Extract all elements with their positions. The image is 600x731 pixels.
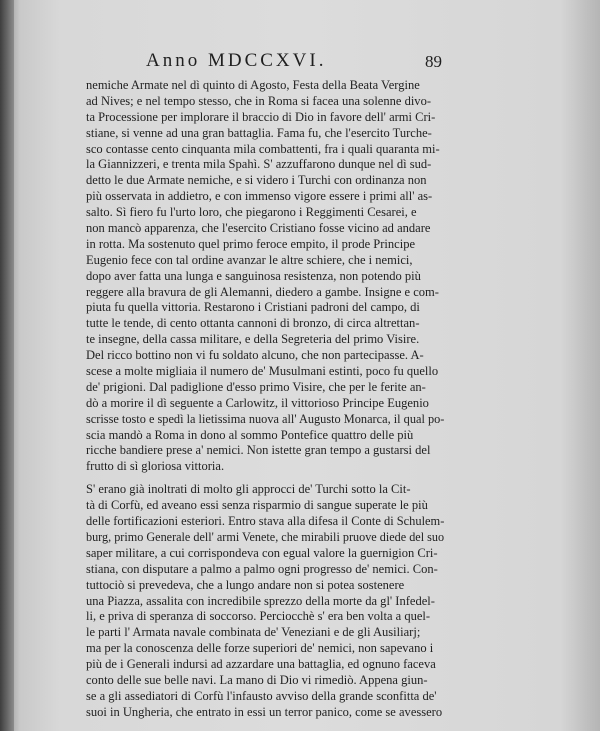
text-line: tuttociò si prevedeva, che a lungo andare non si potea sostenere [86, 577, 405, 592]
paragraph-2 [86, 482, 446, 720]
text-line: la Giannizzeri, e trenta mila Spahì. S' azzuffarono dunque nel dì sud- [86, 157, 432, 172]
text-line: scese a molte migliaia il numero de' Musulmani estinti, poco fu quello [86, 364, 439, 379]
text-line: sco contasse cento cinquanta mila combattenti, fra i quali quaranta mi- [86, 141, 440, 156]
text-line: ta Processione per implorare il braccio di Dio in favore dell' armi Cri- [86, 109, 436, 124]
text-line: salto. Sì fiero fu l'urto loro, che piegarono i Reggimenti Cesarei, e [86, 205, 417, 220]
text-line: stiane, si venne ad una gran battaglia. Fama fu, che l'esercito Turche- [86, 125, 432, 140]
text-line: tà di Corfù, ed aveano essi senza risparmio di sangue superate le più [86, 498, 428, 513]
text-line: una Piazza, assalita con incredibile sprezzo della morte da gl' Infedel- [86, 593, 435, 608]
text-line: più osservata in addietro, e con immenso vigore essere i primi all' as- [86, 189, 433, 204]
text-line: ma per la conoscenza delle forze superiori de' nemici, non sapevano i [86, 641, 434, 656]
text-line: conto delle sue belle navi. La mano di Dio vi rimediò. Appena giun- [86, 672, 428, 687]
text-line: più de i Generali indursi ad azzardare una battaglia, ed ognuno faceva [86, 657, 436, 672]
text-line: ad Nives; e nel tempo stesso, che in Roma si facea una solenne divo- [86, 93, 432, 108]
binding-gutter [0, 0, 14, 731]
text-line: te insegne, della cassa militare, e della Segreteria del primo Visire. [86, 332, 420, 347]
text-line: reggere alla bravura de gli Alemanni, diedero a gambe. Insigne e com- [86, 284, 439, 299]
text-line: scia mandò a Roma in dono al sommo Pontefice quattro delle più [86, 427, 414, 442]
text-line: dò a morire il dì seguente a Carlowitz, il vittorioso Principe Eugenio [86, 395, 429, 410]
text-line: li, e priva di speranza di soccorso. Perciocchè s' era ben volta a quel- [86, 609, 431, 624]
text-line: in rotta. Ma sostenuto quel primo feroce empito, il prode Principe [86, 236, 416, 251]
text-line: piuta fu quella vittoria. Restarono i Cristiani padroni del campo, di [86, 300, 420, 315]
text-line: tutte le tende, di cento ottanta cannoni di bronzo, di circa altrettan- [86, 316, 420, 331]
text-line: burg, primo Generale dell' armi Venete, che mirabili pruove diede del suo [86, 529, 445, 544]
text-line: detto le due Armate nemiche, e si videro i Turchi con ordinanza non [86, 173, 427, 188]
text-line: frutto di sì gloriosa vittoria. [86, 459, 225, 474]
text-line: suoi in Ungheria, che entrato in essi un terror panico, come se avessero [86, 704, 443, 719]
text-line: saper militare, a cui corrispondeva con egual valore la guernigion Cri- [86, 545, 438, 560]
text-line: stiana, con disputare a palmo a palmo ogni progresso de' nemici. Con- [86, 561, 438, 576]
body-text [86, 78, 446, 721]
page-edge-shading [560, 0, 600, 731]
text-line: non mancò apparenza, che l'esercito Cristiano fosse vicino ad andare [86, 221, 431, 236]
paragraph-1 [86, 78, 446, 475]
text-line: Del ricco bottino non vi fu soldato alcuno, che non partecipasse. A- [86, 348, 424, 363]
text-line: scrisse tosto e spedì la lietissima nuova all' Augusto Monarca, il qual po- [86, 411, 445, 426]
text-line: se a gli assediatori di Corfù l'infausto avviso della grande sconfitta de' [86, 688, 437, 703]
text-line: delle fortificazioni esteriori. Entro stava alla difesa il Conte di Schulem- [86, 514, 445, 529]
page-number: 89 [425, 52, 442, 71]
running-head: Anno MDCCXVI. [146, 50, 327, 71]
text-line: Eugenio fece con tal ordine avanzar le altre schiere, che i nemici, [86, 252, 413, 267]
text-line: nemiche Armate nel dì quinto di Agosto, Festa della Beata Vergine [86, 78, 420, 92]
text-line: de' prigioni. Dal padiglione d'esso primo Visire, che per le ferite an- [86, 379, 426, 394]
text-line: le parti l' Armata navale combinata de' Veneziani e de gli Ausiliarj; [86, 625, 421, 640]
text-line: dopo aver fatta una lunga e sanguinosa resistenza, non potendo più [86, 268, 421, 283]
text-line: ricche bandiere prese a' nemici. Non istette gran tempo a gustarsi del [86, 443, 431, 458]
text-line: S' erano già inoltrati di molto gli approcci de' Turchi sotto la Cit- [86, 482, 411, 497]
